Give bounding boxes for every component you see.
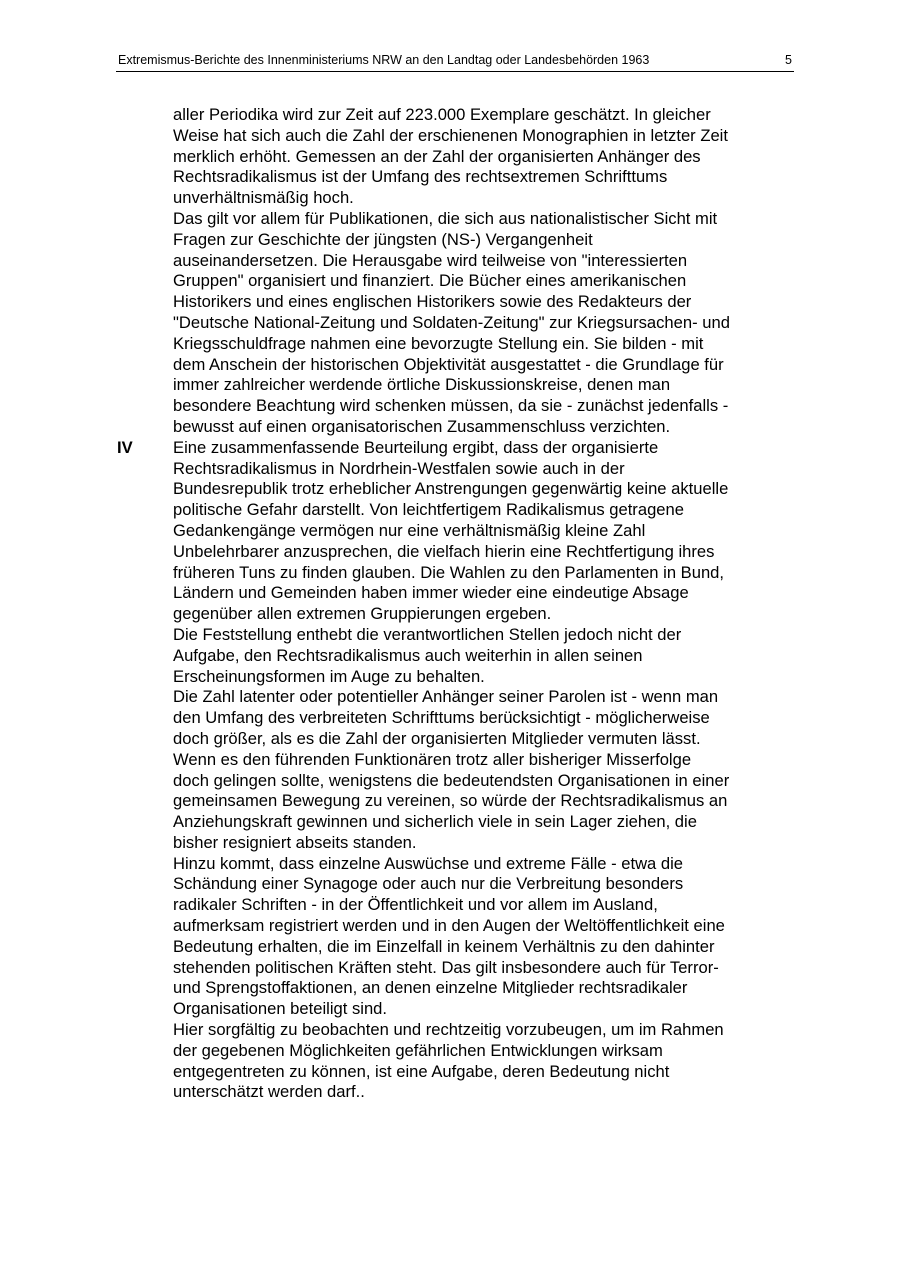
text-line: den Umfang des verbreiteten Schrifttums berücksichtigt - möglicherweise — [173, 708, 710, 728]
text-line: Rechtsradikalismus ist der Umfang des rechtsextremen Schrifttums — [173, 167, 668, 187]
text-line: politische Gefahr darstellt. Von leichtfertigem Radikalismus getragene — [173, 500, 684, 520]
header-title: Extremismus-Berichte des Innenministeriums NRW an den Landtag oder Landesbehörden 1963 — [118, 53, 650, 67]
text-line: dem Anschein der historischen Objektivität ausgestattet - die Grundlage für — [173, 354, 724, 374]
page-header — [116, 52, 794, 72]
body-text — [117, 105, 793, 1103]
text-line: Weise hat sich auch die Zahl der erschienenen Monographien in letzter Zeit — [173, 125, 728, 145]
text-line: Bedeutung erhalten, die im Einzelfall in keinem Verhältnis zu den dahinter — [173, 936, 715, 956]
text-line: Rechtsradikalismus in Nordrhein-Westfalen sowie auch in der — [173, 458, 625, 478]
text-line: früheren Tuns zu finden glauben. Die Wahlen zu den Parlamenten in Bund, — [173, 562, 725, 582]
text-line: Gedankengänge vermögen nur eine verhältnismäßig kleine Zahl — [173, 520, 646, 540]
text-line: Erscheinungsformen im Auge zu behalten. — [173, 666, 485, 686]
section-marker: IV — [117, 437, 133, 457]
text-line: radikaler Schriften - in der Öffentlichkeit und vor allem im Ausland, — [173, 895, 658, 915]
text-line: Gruppen" organisiert und finanziert. Die Bücher eines amerikanischen — [173, 271, 687, 291]
text-line: der gegebenen Möglichkeiten gefährlichen Entwicklungen wirksam — [173, 1040, 663, 1060]
text-line: und Sprengstoffaktionen, an denen einzelne Mitglieder rechtsradikaler — [173, 978, 688, 998]
text-line: bisher resigniert abseits standen. — [173, 832, 417, 852]
text-line: Die Feststellung enthebt die verantwortlichen Stellen jedoch nicht der — [173, 624, 682, 644]
text-line: bewusst auf einen organisatorischen Zusammenschluss verzichten. — [173, 416, 671, 436]
text-line: besondere Beachtung wird schenken müssen, da sie - zunächst jedenfalls - — [173, 396, 729, 416]
text-line: gegenüber allen extremen Gruppierungen ergeben. — [173, 604, 552, 624]
text-line: stehenden politischen Kräften steht. Das gilt insbesondere auch für Terror- — [173, 957, 719, 977]
text-line: Hier sorgfältig zu beobachten und rechtzeitig vorzubeugen, um im Rahmen — [173, 1020, 724, 1040]
text-line: auseinandersetzen. Die Herausgabe wird teilweise von "interessierten — [173, 250, 688, 270]
text-line: Anziehungskraft gewinnen und sicherlich viele in sein Lager ziehen, die — [173, 812, 697, 832]
text-line: Historikers und eines englischen Historikers sowie des Redakteurs der — [173, 292, 692, 312]
text-line: Die Zahl latenter oder potentieller Anhänger seiner Parolen ist - wenn man — [173, 687, 719, 707]
text-line: doch gelingen sollte, wenigstens die bedeutendsten Organisationen in einer — [173, 770, 730, 790]
text-line: Bundesrepublik trotz erheblicher Anstrengungen gegenwärtig keine aktuelle — [173, 479, 729, 499]
text-line: merklich erhöht. Gemessen an der Zahl der organisierten Anhänger des — [173, 146, 701, 166]
text-line: aller Periodika wird zur Zeit auf 223.000 Exemplare geschätzt. In gleicher — [173, 105, 711, 124]
section-iv-first-line — [117, 437, 793, 459]
page-number: 5 — [785, 53, 792, 67]
text-line: doch größer, als es die Zahl der organisierten Mitglieder vermuten lässt. — [173, 728, 701, 748]
text-line: Eine zusammenfassende Beurteilung ergibt, dass der organisierte — [173, 437, 659, 457]
text-line: aufmerksam registriert werden und in den Augen der Weltöffentlichkeit eine — [173, 916, 725, 936]
text-line: Fragen zur Geschichte der jüngsten (NS-) Vergangenheit — [173, 229, 593, 249]
text-line: Organisationen beteiligt sind. — [173, 999, 388, 1019]
text-line: immer zahlreicher werdende örtliche Diskussionskreise, denen man — [173, 375, 671, 395]
text-line: Hinzu kommt, dass einzelne Auswüchse und extreme Fälle - etwa die — [173, 853, 684, 873]
text-line: Schändung einer Synagoge oder auch nur die Verbreitung besonders — [173, 874, 684, 894]
text-line: Das gilt vor allem für Publikationen, die sich aus nationalistischer Sicht mit — [173, 208, 718, 228]
text-line: "Deutsche National-Zeitung und Soldaten-Zeitung" zur Kriegsursachen- und — [173, 312, 730, 332]
text-line: Wenn es den führenden Funktionären trotz aller bisheriger Misserfolge — [173, 749, 692, 769]
text-line: Aufgabe, den Rechtsradikalismus auch weiterhin in allen seinen — [173, 645, 643, 665]
text-line: gemeinsamen Bewegung zu vereinen, so würde der Rechtsradikalismus an — [173, 791, 728, 811]
text-line: Ländern und Gemeinden haben immer wieder eine eindeutige Absage — [173, 583, 689, 603]
text-line: Kriegsschuldfrage nahmen eine bevorzugte Stellung ein. Sie bilden - mit — [173, 333, 704, 353]
text-line: unterschätzt werden darf.. — [173, 1082, 365, 1102]
text-line: unverhältnismäßig hoch. — [173, 188, 354, 208]
text-line: entgegentreten zu können, ist eine Aufgabe, deren Bedeutung nicht — [173, 1061, 670, 1081]
text-line: Unbelehrbarer anzusprechen, die vielfach hierin eine Rechtfertigung ihres — [173, 541, 715, 561]
